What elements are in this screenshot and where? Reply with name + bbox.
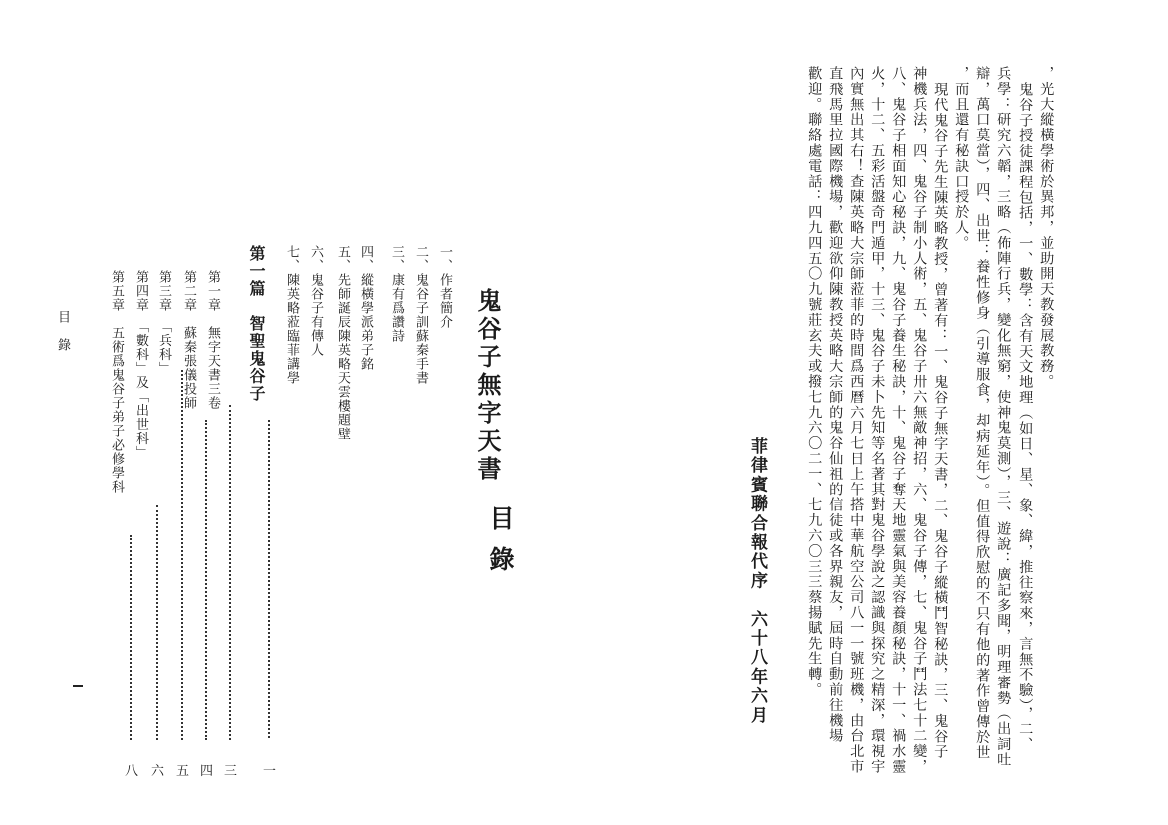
toc-chapter-item[interactable]: 第二章 蘇秦張儀投師 <box>181 270 196 410</box>
toc-intro-item[interactable]: 六、鬼谷子有傳人 <box>308 245 323 357</box>
preface-column: 內實無出其右！查陳英略大宗師蒞菲的時間爲西曆六月七日上午搭中華航空公司八一一號班機，由台北市 <box>848 66 865 775</box>
toc-leader-dots <box>130 535 132 740</box>
toc-chapter-item[interactable]: 第五章 五術爲鬼谷子弟子必修學科 <box>109 270 124 494</box>
toc-title: 鬼谷子無字天書 <box>473 288 502 484</box>
preface-column: 火，十二、五彩活盤奇門遁甲，十三、鬼谷子未卜先知等名著其對鬼谷學說之認識與探究之精深，環視宇 <box>869 66 886 775</box>
toc-leader-dots <box>268 420 270 738</box>
preface-column: 辯，萬口莫當），四、出世：養性修身（引導服食，却病延年）。但值得欣慰的不只有他的著作曾傳於世 <box>974 66 991 761</box>
toc-leader-dots <box>205 420 207 740</box>
toc-page-number: 三 <box>224 764 238 779</box>
toc-page-number: 六 <box>151 764 165 779</box>
preface-column: 歡迎。聯絡處電話：四九四五〇九號莊玄夫或撥七九六〇二一、七九六〇三三蔡揚賦先生轉。 <box>806 66 823 698</box>
toc-folio <box>73 685 83 687</box>
preface-column: 兵學：研究六韜，三略（佈陣行兵，變化無窮，使神鬼莫測），三、遊說：廣記多聞，明理審勢（出詞吐 <box>995 66 1012 768</box>
preface-column: 現代鬼谷子先生陳英略教授，曾著有：一、鬼谷子無字天書，二、鬼谷子縱橫鬥智秘訣，三、鬼谷子 <box>932 82 949 760</box>
toc-intro-item[interactable]: 七、陳英略蒞臨菲講學 <box>284 245 299 385</box>
toc-leader-dots <box>181 370 183 740</box>
toc-leader-dots <box>156 505 158 740</box>
preface-column: ，而且還有秘訣口授於人。 <box>953 66 970 251</box>
toc-running-header: 目 錄 <box>55 310 70 352</box>
toc-intro-item[interactable]: 二、鬼谷子訓蘇秦手書 <box>413 245 428 385</box>
toc-title-suffix: 目錄 <box>486 505 515 587</box>
toc-chapter-item[interactable]: 第四章 「數科」及「出世科」 <box>133 270 148 460</box>
preface-column: 鬼谷子授徒課程包括，一、數學：含有天文地理（如日、星、象、緯，推往察來，言無不驗），二、 <box>1017 82 1034 753</box>
preface-column: 直飛馬里拉國際機場，歡迎欲仰陳教授英略大宗師的鬼谷仙祖的信徒或各界親友，屆時自動前往機場 <box>827 66 844 744</box>
preface-column: 八、鬼谷子相面知心秘訣，九、鬼谷子養生秘訣，十、鬼谷子奪天地靈氣與美容養顏秘訣，十一、禍水靈 <box>890 66 907 775</box>
toc-intro-item[interactable]: 三、康有爲讚詩 <box>389 245 404 343</box>
preface-column: ，光大縱橫學術於異邦，並助開天教發展教務。 <box>1038 66 1055 390</box>
toc-page-number: 五 <box>176 764 190 779</box>
toc-page-number: 八 <box>125 764 139 779</box>
toc-intro-item[interactable]: 一、作者簡介 <box>437 245 452 329</box>
toc-page-number: 一 <box>263 764 277 779</box>
preface-column: 神機兵法，四、鬼谷子制小人術，五、鬼谷子卅六無敵神招，六、鬼谷子傳，七、鬼谷子鬥法七十二變， <box>911 66 928 775</box>
toc-part-heading[interactable]: 第一篇 智聖鬼谷子 <box>247 245 266 403</box>
toc-page-number: 四 <box>200 764 214 779</box>
toc-chapter-item[interactable]: 第一章 無字天書三卷 <box>205 270 220 410</box>
preface-signature: 菲律賓聯合報代序 六十八年六月 <box>747 437 767 725</box>
toc-intro-item[interactable]: 五、先師誕辰陳英略天雲樓題壁 <box>335 245 350 441</box>
toc-chapter-item[interactable]: 第三章 「兵科」 <box>156 270 171 376</box>
toc-intro-item[interactable]: 四、縱橫學派弟子銘 <box>358 245 373 371</box>
toc-leader-dots <box>229 405 231 740</box>
